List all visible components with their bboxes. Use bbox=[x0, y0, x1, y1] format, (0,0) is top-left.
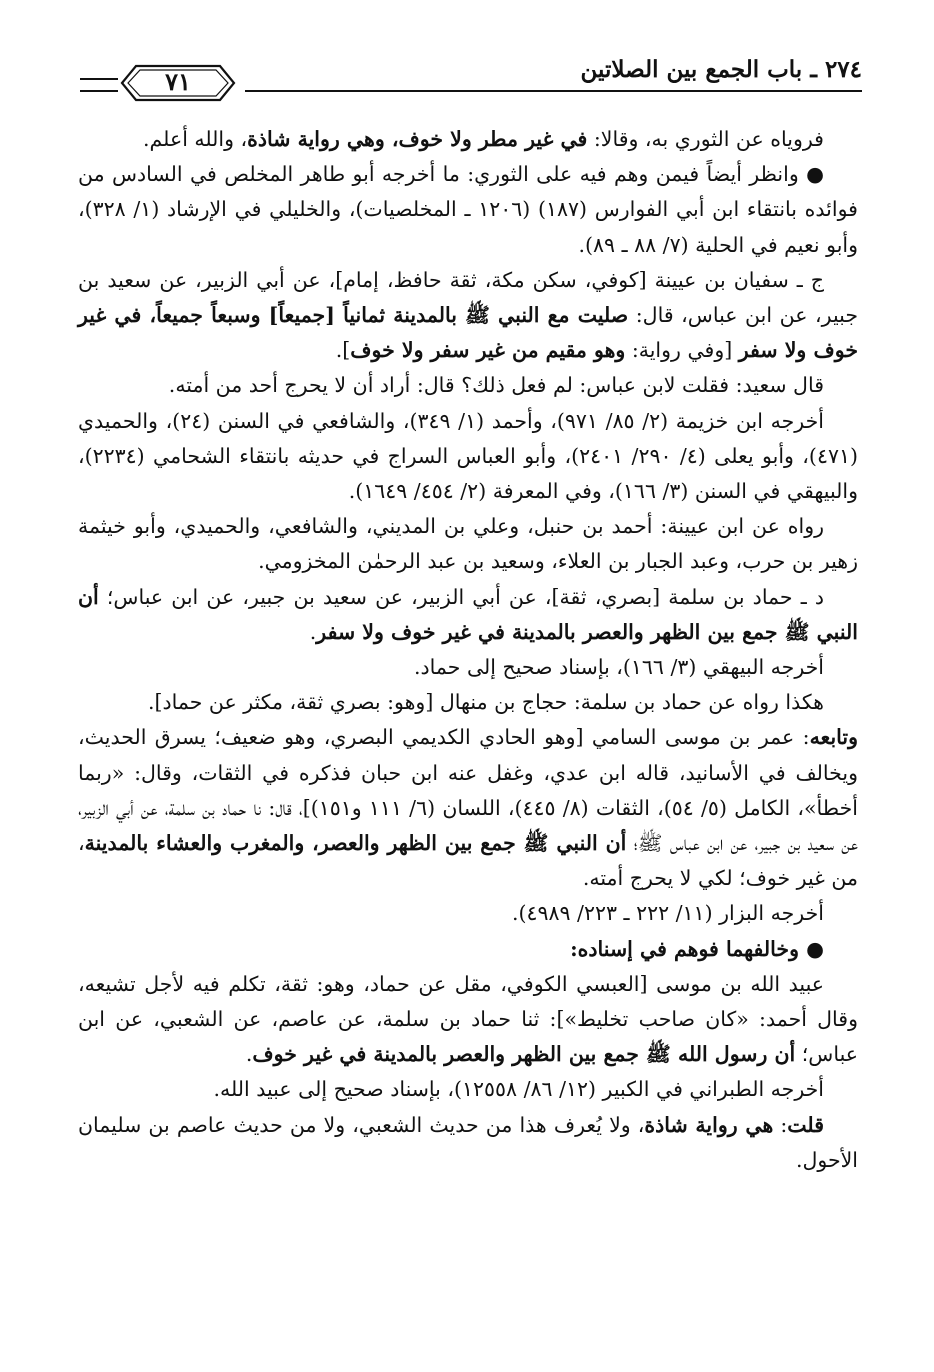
header-double-rule bbox=[80, 78, 118, 92]
bold-text: أن النبي ﷺ جمع بين الظهر والعصر، والمغرب والعشاء بالمدينة bbox=[84, 831, 627, 856]
text-run: . bbox=[245, 1042, 253, 1067]
paragraph-p1 bbox=[78, 122, 858, 157]
header-rule bbox=[245, 90, 862, 92]
text-run: أخرجه البزار (١١/ ٢٢٢ ـ ٢٢٣/ ٤٩٨٩). bbox=[511, 901, 824, 926]
text-run: ج ـ سفيان بن عيينة [كوفي، سكن مكة، ثقة حافظ، إمام]، عن أبي الزبير، عن سعيد بن جبير، عن ابن عباس، قال: bbox=[78, 267, 858, 328]
bold-text: أن رسول الله ﷺ جمع بين الظهر والعصر بالمدينة في غير خوف bbox=[252, 1042, 796, 1067]
text-run: أخرجه ابن خزيمة (٢/ ٨٥/ ٩٧١)، وأحمد (١/ ٣٤٩)، والشافعي في السنن (٢٤)، والحميدي (٤٧١)، وأبو يعلى (٤/ ٢٩٠/ ٢٤٠١)، وأبو العباس السراج في حديثه بانتقاء الشحامي (٢٢٣٤)، والبيهقي في السنن (٣/ ١٦٦)، وفي المعرفة (٢/ ٤٥٤/ ١٦٤٩). bbox=[78, 408, 858, 504]
text-run: . bbox=[309, 619, 317, 644]
page-number-badge bbox=[116, 60, 240, 106]
bold-text: قلت bbox=[787, 1112, 824, 1137]
paragraph-p13 bbox=[78, 967, 858, 1073]
text-run: ● وانظر أيضاً فيمن وهم فيه على الثوري: ما أخرجه أبو طاهر المخلص في السادس من فوائده بانتقاء ابن أبي الفوارس (١٨٧) (١٢٠٦ ـ المخلصيات)، والخليلي في الإرشاد (١/ ٣٢٨)، وأبو نعيم في الحلية (٧/ ٨٨ ـ ٨٩). bbox=[78, 162, 858, 257]
page-number: ٧١ bbox=[165, 67, 191, 96]
text-run: ، من غير خوف؛ لكي لا يحرج أمته. bbox=[78, 831, 858, 891]
paragraph-p14 bbox=[78, 1072, 858, 1107]
paragraph-p9 bbox=[78, 685, 858, 720]
bold-text: صليت مع النبي ﷺ بالمدينة ثمانياً [جميعاً] وسبعاً جميعاً، في غير خوف ولا سفر bbox=[78, 303, 858, 363]
bold-text: ● وخالفهما فوهم في إسناده: bbox=[570, 936, 824, 961]
text-run: د ـ حماد بن سلمة [بصري، ثقة]، عن أبي الزبير، عن سعيد بن جبير، عن ابن عباس؛ bbox=[98, 584, 825, 609]
text-run: أخرجه البيهقي (٣/ ١٦٦)، بإسناد صحيح إلى حماد. bbox=[414, 655, 824, 680]
text-run: قال سعيد: فقلت لابن عباس: لم فعل ذلك؟ قال: أراد أن لا يحرج أحد من أمته. bbox=[168, 373, 824, 398]
running-title: ٢٧٤ ـ باب الجمع بين الصلاتين bbox=[580, 56, 862, 83]
bold-text: في غير مطر ولا خوف، وهي رواية شاذة bbox=[247, 127, 588, 151]
bold-text: وتابعه bbox=[809, 725, 858, 750]
paragraph-p4 bbox=[78, 368, 858, 403]
paragraph-p7 bbox=[78, 580, 858, 650]
paragraph-p5 bbox=[78, 404, 858, 510]
paragraph-p8 bbox=[78, 650, 858, 685]
text-run: : عمر بن موسى السامي [وهو الحادي الكديمي البصري، وهو ضعيف؛ يسرق الحديث، ويخالف في الأسانيد، قاله ابن عدي، وغفل عنه ابن حبان فذكره في الثقات، وقال: «ربما أخطأ»، الكامل (٥/ ٥٤)، الثقات (٨/ ٤٤٥)، اللسان (٦/ ١١١ و١٥١)]، قال: نا حماد بن سلمة، عن أبي الزبير، عن سعيد بن جبير، عن ابن عباس ﷺ؛ bbox=[78, 725, 858, 856]
paragraph-p11 bbox=[78, 896, 858, 931]
paragraph-p6 bbox=[78, 509, 858, 579]
page-body bbox=[78, 122, 858, 1178]
bold-text: هي رواية شاذة bbox=[644, 1112, 774, 1137]
bold-text: أن النبي ﷺ جمع بين الظهر والعصر بالمدينة في غير خوف ولا سفر bbox=[78, 584, 858, 644]
text-run: ، ولا يُعرف هذا من حديث الشعبي، ولا من حديث عاصم بن سليمان الأحول. bbox=[78, 1112, 858, 1172]
paragraph-p2 bbox=[78, 157, 858, 263]
page-header bbox=[80, 44, 862, 114]
paragraph-p10 bbox=[78, 720, 858, 896]
text-run: فروياه عن الثوري به، وقالا: bbox=[587, 127, 824, 151]
text-run: أخرجه الطبراني في الكبير (١٢/ ٨٦/ ١٢٥٥٨)، بإسناد صحيح إلى عبيد الله. bbox=[213, 1077, 824, 1102]
text-run: رواه عن ابن عيينة: أحمد بن حنبل، وعلي بن المديني، والشافعي، والحميدي، وأبو خيثمة زهير بن حرب، وعبد الجبار بن العلاء، وسعيد بن عبد الرحمٰن المخزومي. bbox=[78, 514, 858, 574]
paragraph-p12 bbox=[78, 932, 858, 967]
paragraph-p3 bbox=[78, 263, 858, 369]
text-run: : bbox=[773, 1112, 788, 1137]
bold-text: وهو مقيم من غير سفر ولا خوف bbox=[350, 338, 626, 363]
text-run: عبيد الله بن موسى [العبسي الكوفي، مقل عن حماد، وهو: ثقة، تكلم فيه لأجل تشيعه، وقال أحمد: «كان صاحب تخليط»]: ثنا حماد بن سلمة، عن عاصم، عن الشعبي، عن ابن عباس؛ bbox=[78, 971, 858, 1067]
text-run: ]. bbox=[335, 338, 351, 363]
text-run: هكذا رواه عن حماد بن سلمة: حجاج بن منهال [وهو: بصري ثقة، مكثر عن حماد]. bbox=[147, 690, 824, 715]
text-run: [وفي رواية: bbox=[625, 338, 739, 363]
paragraph-p15 bbox=[78, 1108, 858, 1178]
text-run: ، والله أعلم. bbox=[143, 127, 248, 151]
